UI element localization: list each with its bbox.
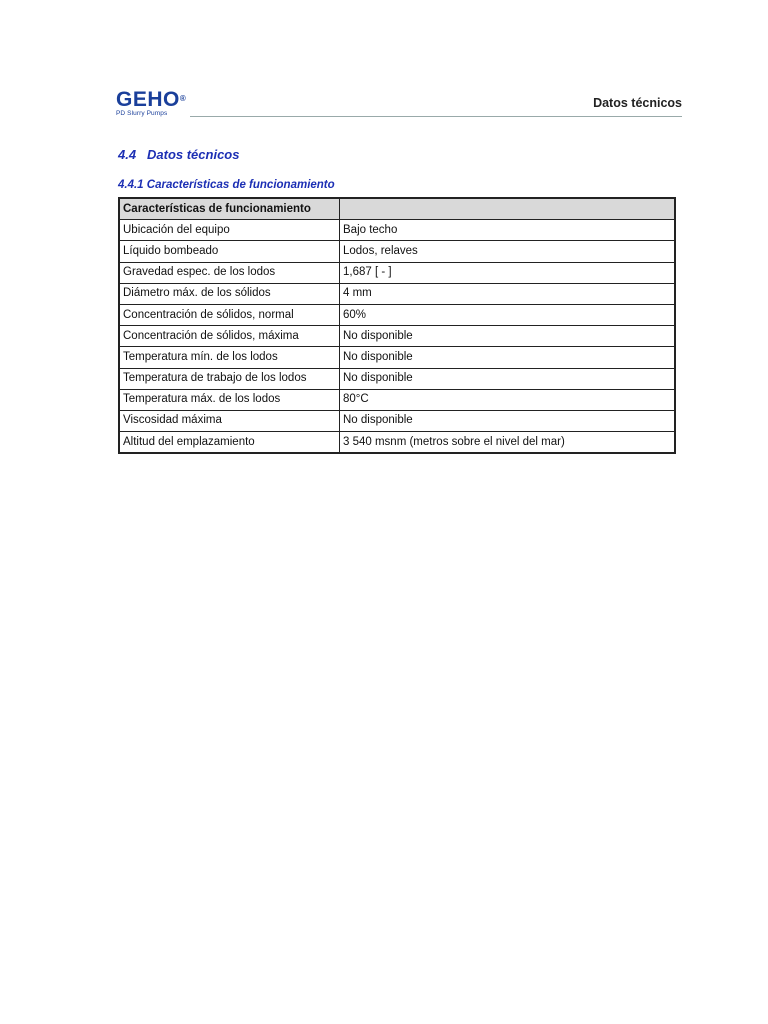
logo-text: GEHO: [116, 88, 180, 111]
value-cell: No disponible: [340, 410, 676, 431]
header-divider: [190, 116, 682, 117]
parameter-cell: Altitud del emplazamiento: [119, 432, 340, 454]
subsection-heading: 4.4.1 Características de funcionamiento: [118, 179, 335, 191]
parameter-cell: Temperatura de trabajo de los lodos: [119, 368, 340, 389]
table-header-cell: Características de funcionamiento: [119, 198, 340, 220]
value-cell: 80°C: [340, 389, 676, 410]
value-cell: Lodos, relaves: [340, 241, 676, 262]
parameter-cell: Viscosidad máxima: [119, 410, 340, 431]
table-row: [119, 326, 675, 347]
section-title: Datos técnicos: [147, 147, 240, 162]
table-header-cell: [340, 198, 676, 220]
value-cell: No disponible: [340, 347, 676, 368]
parameter-cell: Concentración de sólidos, máxima: [119, 326, 340, 347]
value-cell: No disponible: [340, 326, 676, 347]
parameter-cell: Concentración de sólidos, normal: [119, 304, 340, 325]
parameter-cell: Temperatura mín. de los lodos: [119, 347, 340, 368]
logo-subtitle: PD Slurry Pumps: [116, 110, 168, 117]
parameter-cell: Ubicación del equipo: [119, 220, 340, 241]
value-cell: 4 mm: [340, 283, 676, 304]
section-heading: [118, 147, 239, 162]
parameter-cell: Gravedad espec. de los lodos: [119, 262, 340, 283]
table-header-row: [119, 198, 675, 220]
table-row: [119, 389, 675, 410]
value-cell: 60%: [340, 304, 676, 325]
table-row: [119, 410, 675, 431]
section-number: 4.4: [118, 147, 137, 162]
geho-logo: [116, 90, 186, 117]
table-row: [119, 262, 675, 283]
parameter-cell: Diámetro máx. de los sólidos: [119, 283, 340, 304]
parameter-cell: Líquido bombeado: [119, 241, 340, 262]
operating-characteristics-table: [118, 197, 676, 454]
table-row: [119, 432, 675, 454]
table-row: [119, 241, 675, 262]
value-cell: 1,687 [ - ]: [340, 262, 676, 283]
table-row: [119, 304, 675, 325]
table-row: [119, 368, 675, 389]
parameter-cell: Temperatura máx. de los lodos: [119, 389, 340, 410]
table-row: [119, 347, 675, 368]
value-cell: Bajo techo: [340, 220, 676, 241]
header-title: Datos técnicos: [593, 96, 682, 110]
registered-mark: ®: [179, 94, 187, 103]
value-cell: 3 540 msnm (metros sobre el nivel del mar): [340, 432, 676, 454]
value-cell: No disponible: [340, 368, 676, 389]
table-row: [119, 283, 675, 304]
table-row: [119, 220, 675, 241]
